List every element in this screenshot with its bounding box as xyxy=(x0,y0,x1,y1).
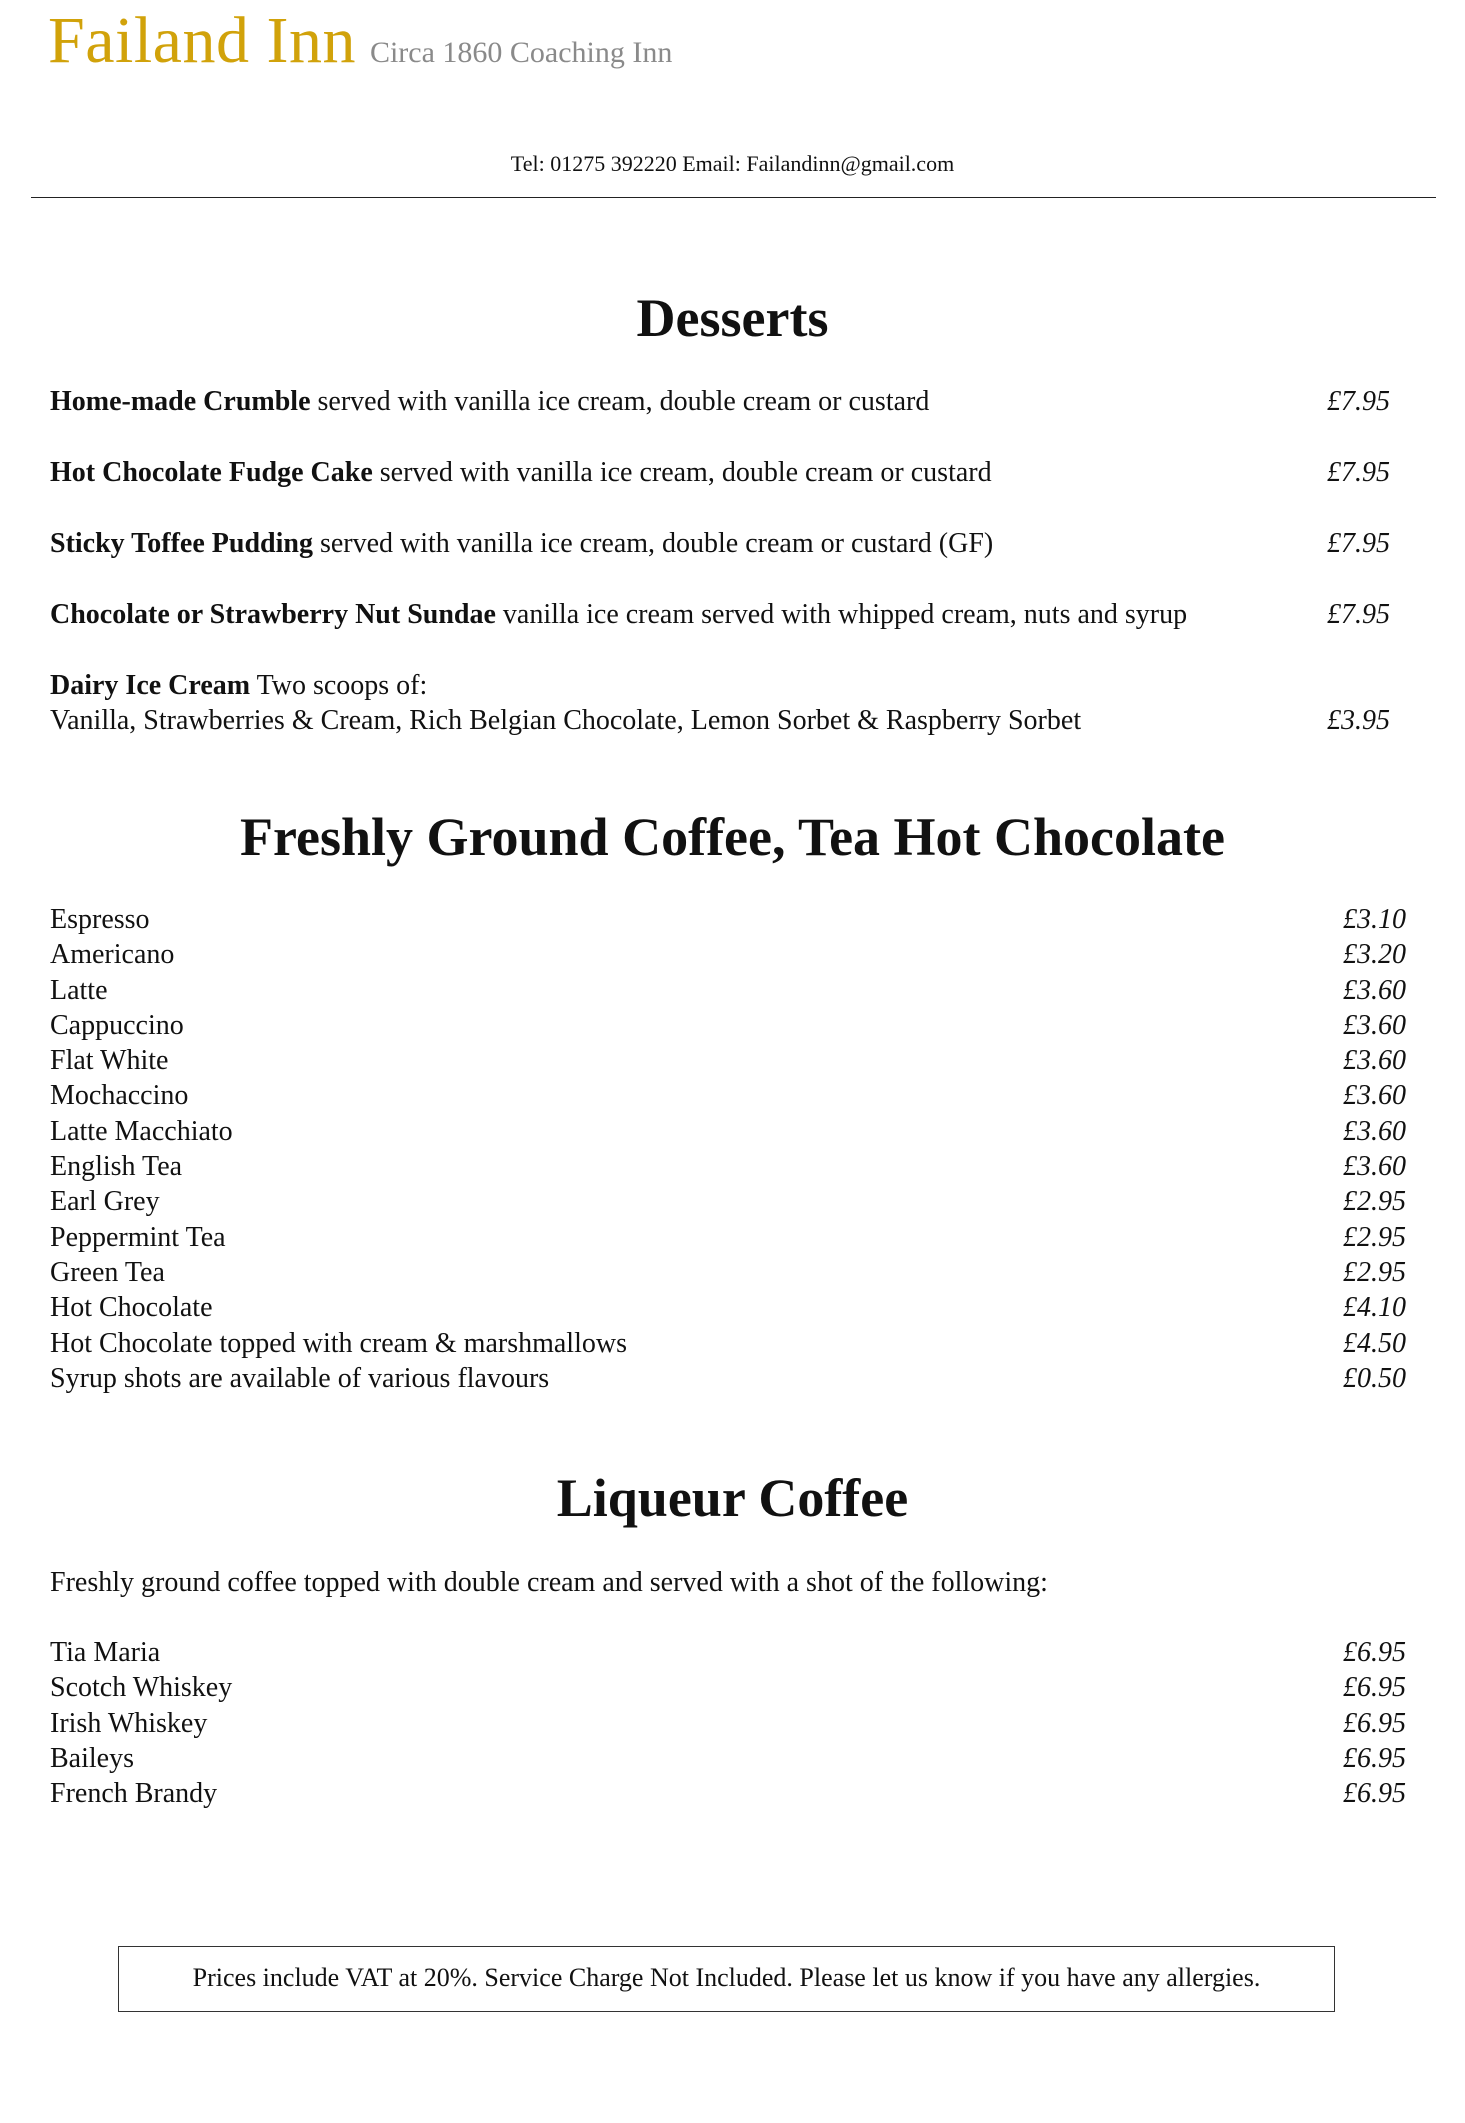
item-name: Espresso xyxy=(50,904,150,935)
header-divider xyxy=(31,197,1436,198)
item-price: £4.50 xyxy=(1343,1327,1406,1359)
item-price: £2.95 xyxy=(1343,1256,1406,1288)
ice-cream-flavours: Vanilla, Strawberries & Cream, Rich Belgian Chocolate, Lemon Sorbet & Raspberry Sorbet xyxy=(50,705,1082,736)
item-name: Latte Macchiato xyxy=(50,1115,233,1147)
item-price: £4.10 xyxy=(1343,1292,1406,1324)
masthead xyxy=(48,4,673,77)
item-price: £6.95 xyxy=(1343,1742,1406,1774)
list-item xyxy=(50,902,1406,937)
brand-tagline: Circa 1860 Coaching Inn xyxy=(369,36,673,69)
item-price: £6.95 xyxy=(1343,1707,1406,1739)
hot-drinks-heading: Freshly Ground Coffee, Tea Hot Chocolate xyxy=(240,807,1225,867)
item-name: Baileys xyxy=(50,1742,134,1774)
list-item xyxy=(50,1290,1406,1325)
dessert-price: £7.95 xyxy=(1327,528,1390,559)
liqueur-intro: Freshly ground coffee topped with double cream and served with a shot of the following: xyxy=(50,1567,1048,1598)
item-price: £6.95 xyxy=(1343,1778,1406,1810)
item-name: Peppermint Tea xyxy=(50,1221,226,1253)
dessert-description: served with vanilla ice cream, double cream or custard (GF) xyxy=(312,528,994,559)
item-name: Scotch Whiskey xyxy=(50,1672,233,1704)
item-price: £2.95 xyxy=(1343,1186,1406,1218)
item-name: French Brandy xyxy=(50,1778,218,1810)
item-name: Cappuccino xyxy=(50,1009,184,1041)
dessert-description: served with vanilla ice cream, double cream or custard xyxy=(372,457,992,488)
list-item xyxy=(50,973,1406,1008)
item-name: Tia Maria xyxy=(50,1637,161,1668)
hot-drinks-list xyxy=(50,902,1406,1396)
item-price: £2.95 xyxy=(1343,1221,1406,1253)
item-name: Latte xyxy=(50,974,108,1006)
brand-name: Failand Inn xyxy=(48,4,356,77)
item-name: Flat White xyxy=(50,1045,169,1077)
item-price: £6.95 xyxy=(1343,1672,1406,1704)
item-name: Hot Chocolate topped with cream & marshmallows xyxy=(50,1327,627,1359)
item-name: Syrup shots are available of various flavours xyxy=(50,1362,550,1394)
item-name: English Tea xyxy=(50,1151,183,1183)
dessert-item xyxy=(50,455,1390,490)
list-item xyxy=(50,1361,1406,1396)
item-price: £3.60 xyxy=(1343,1151,1406,1183)
dessert-name: Home-made Crumble xyxy=(50,386,311,417)
item-name: Irish Whiskey xyxy=(50,1707,208,1739)
dessert-price: £3.95 xyxy=(1327,705,1390,736)
list-item xyxy=(50,1114,1406,1149)
dessert-item xyxy=(50,668,1390,738)
dessert-name: Dairy Ice Cream xyxy=(50,670,251,701)
item-name: Green Tea xyxy=(50,1256,165,1288)
dessert-description: Two scoops of: xyxy=(250,670,428,701)
dessert-description: vanilla ice cream served with whipped cream, nuts and syrup xyxy=(495,599,1188,630)
item-price: £3.60 xyxy=(1343,1045,1406,1077)
item-price: £3.60 xyxy=(1343,1080,1406,1112)
allergy-vat-notice: Prices include VAT at 20%. Service Charge Not Included. Please let us know if you have any allergies. xyxy=(118,1946,1335,2012)
list-item xyxy=(50,1078,1406,1113)
dessert-price: £7.95 xyxy=(1327,599,1390,630)
list-item xyxy=(50,1776,1406,1811)
contact-line: Tel: 01275 392220 Email: Failandinn@gmail.com xyxy=(510,151,955,176)
list-item xyxy=(50,1184,1406,1219)
dessert-name: Sticky Toffee Pudding xyxy=(50,528,313,559)
list-item xyxy=(50,1149,1406,1184)
item-name: Hot Chocolate xyxy=(50,1292,213,1324)
liqueur-list xyxy=(50,1635,1406,1811)
list-item xyxy=(50,1741,1406,1776)
desserts-heading: Desserts xyxy=(636,288,829,348)
list-item xyxy=(50,1220,1406,1255)
item-price: £6.95 xyxy=(1343,1637,1406,1668)
list-item xyxy=(50,1706,1406,1741)
dessert-name: Chocolate or Strawberry Nut Sundae xyxy=(50,599,496,630)
dessert-description: served with vanilla ice cream, double cream or custard xyxy=(310,386,930,417)
list-item xyxy=(50,1008,1406,1043)
item-name: Americano xyxy=(50,939,175,971)
item-name: Mochaccino xyxy=(50,1080,189,1112)
list-item xyxy=(50,1043,1406,1078)
dessert-price: £7.95 xyxy=(1327,457,1390,488)
dessert-name: Hot Chocolate Fudge Cake xyxy=(50,457,373,488)
item-price: £3.10 xyxy=(1343,904,1406,935)
list-item xyxy=(50,1670,1406,1705)
dessert-item xyxy=(50,526,1390,561)
list-item xyxy=(50,1326,1406,1361)
dessert-item xyxy=(50,384,1390,419)
list-item xyxy=(50,1635,1406,1670)
item-price: £3.20 xyxy=(1343,939,1406,971)
liqueur-coffee-heading: Liqueur Coffee xyxy=(556,1468,909,1528)
item-name: Earl Grey xyxy=(50,1186,160,1218)
item-price: £3.60 xyxy=(1343,1115,1406,1147)
list-item xyxy=(50,937,1406,972)
item-price: £0.50 xyxy=(1343,1362,1406,1394)
dessert-item xyxy=(50,597,1390,632)
list-item xyxy=(50,1255,1406,1290)
dessert-price: £7.95 xyxy=(1327,386,1390,417)
item-price: £3.60 xyxy=(1343,1009,1406,1041)
item-price: £3.60 xyxy=(1343,974,1406,1006)
